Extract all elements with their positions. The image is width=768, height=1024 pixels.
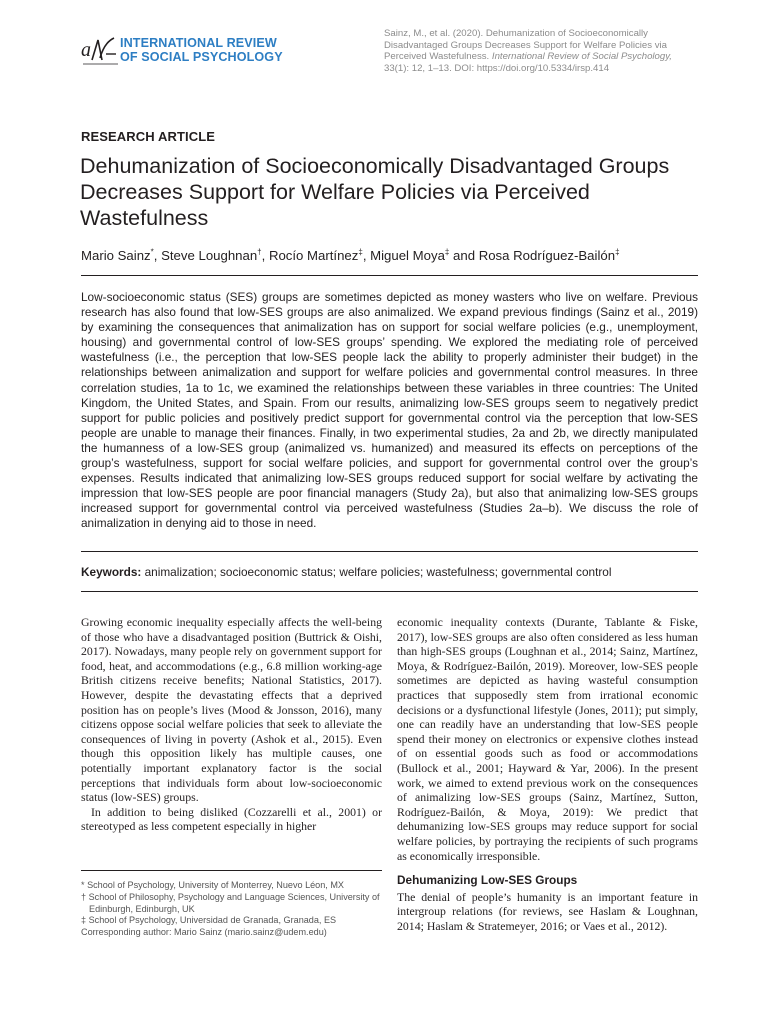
abstract: Low-socioeconomic status (SES) groups are sometimes depicted as money wasters who live on welfare. Previous research has also found that low-SES groups are also animalized. We expand previous findings (Sainz et al., 2019) by examining the consequences that animalization has on support for social welfare policies (e.g., unemployment, housing) and governmental control of low-SES groups’ spending. We explored the mediating role of perceived wastefulness (i.e., the perception that low-SES people lack the ability to properly administer their budget) in the relationships between animalization and support for welfare policies and governmental control measures. In three correlation studies, 1a to 1c, we examined the relationships between these variables in three countries: The United Kingdom, the United States, and Spain. From our results, animalizing low-SES groups seem to negatively predict support for public policies and positively predict support for governmental control via the perception that low-SES people are unable to manage their finances. Finally, in two experimental studies, 2a and 2b, we directly manipulated the humanness of a low-SES group (animalized vs. humanized) and measured its effects on perceptions of the group’s wastefulness, support for social welfare policies, and support for governmental control over the group’s expenses. Results indicated that animalizing low-SES groups reduced support for social welfare by activating the impression that low-SES people are poor financial managers (Study 2a), but also that animalizing low-SES groups increased support for governmental control via perceived wastefulness (Studies 2a–b). We discuss the role of animalization in denying aid to those in need. — [81, 290, 698, 531]
article-type: RESEARCH ARTICLE — [81, 129, 216, 144]
author-name: Miguel Moya — [370, 248, 445, 264]
author-affiliation-mark: * — [150, 248, 154, 257]
divider-keywords — [81, 591, 698, 592]
author-name: Steve Loughnan — [161, 248, 258, 264]
keywords — [81, 565, 698, 580]
journal-name-line-1: INTERNATIONAL REVIEW — [120, 36, 277, 50]
author-affiliation-mark: ‡ — [444, 248, 450, 257]
corresponding-author[interactable]: Corresponding author: Mario Sainz (mario.sainz@udem.edu) — [81, 927, 327, 938]
section-heading: Dehumanizing Low-SES Groups — [397, 873, 578, 888]
author-5 — [479, 248, 620, 263]
body-paragraph: In addition to being disliked (Cozzarelli et al., 2001) or stereotyped as less competent especially in higher — [81, 804, 382, 834]
divider-abstract — [81, 551, 698, 552]
author-4 — [370, 248, 479, 263]
author-name: Rocío Martínez — [268, 248, 359, 264]
author-1 — [81, 248, 161, 263]
author-separator: , — [153, 248, 162, 264]
body-paragraph: economic inequality contexts (Durante, Tablante & Fiske, 2017), low-SES groups are also often considered as less human than high-SES groups (Loughnan et al., 2014; Sainz, Martínez, Moya, & Rodríguez-Bailón, 2019). Moreover, low-SES people sometimes are depicted as having wasteful consumption practices that supposedly stem from irrational economic decisions or a dysfunctional lifestyle (Jones, 2011); put simply, one can readily have an understanding that low-SES people spend their money on electronics or expensive clothes instead of on essential goods such as food or accommodations (Bullock et al., 2001; Hayward & Yar, 2006). In the present work, we aimed to extend previous work on the consequences of animalizing low-SES groups (Sainz, Martínez, Sutton, Rodríguez-Bailón, & Moya, 2019): We predict that dehumanizing low-SES groups may reduce support for social welfare policies, by portraying the recipients of such programs as economically irresponsible. — [397, 615, 698, 863]
author-separator: , — [362, 248, 371, 264]
divider-top — [81, 275, 698, 276]
author-list — [81, 245, 701, 264]
body-paragraph: Growing economic inequality especially affects the well-being of those who have a disadvantaged position (Buttrick & Oishi, 2017). Nowadays, many people rely on government support for food, heat, and accommodations (e.g., 6.8 million working-age British citizens receive benefits; National Statistics, 2017). However, despite the devastating effects that a deprived position has on people’s lives (Mood & Jonsson, 2016), many citizens oppose social welfare policies that seek to alleviate the consequences of living in poverty (Ashok et al., 2015). Even though this opposition likely has multiple causes, one potentially important explanatory factor is the social perceptions that individuals form about low-socioeconomic status (low-SES) groups. — [81, 615, 382, 805]
author-affiliation-mark: † — [257, 248, 262, 257]
author-name: Mario Sainz — [81, 248, 151, 264]
irsp-logo-icon — [80, 34, 120, 68]
journal-name-line-2: OF SOCIAL PSYCHOLOGY — [120, 50, 283, 64]
journal-logo — [80, 34, 283, 68]
body-paragraph: The denial of people’s humanity is an important feature in intergroup relations (for reviews, see Haslam & Loughnan, 2014; Haslam & Stratemeyer, 2016; or Vaes et al., 2012). — [397, 889, 698, 933]
author-2 — [161, 248, 269, 263]
footnote-affiliation-2: † School of Philosophy, Psychology and Language Sciences, University of Edinburgh, Edinburgh, UK — [81, 891, 380, 914]
citation-doi[interactable]: 33(1): 12, 1–13. DOI: https://doi.org/10.5334/irsp.414 — [384, 62, 610, 74]
keywords-list: animalization; socioeconomic status; welfare policies; wastefulness; governmental control — [144, 565, 612, 579]
author-affiliation-mark: ‡ — [615, 248, 620, 257]
footnote-affiliation-3: ‡ School of Psychology, Universidad de Granada, Granada, ES — [81, 915, 337, 926]
footnote-affiliation-1: * School of Psychology, University of Monterrey, Nuevo Léon, MX — [81, 880, 344, 890]
body-column-right — [397, 615, 698, 933]
author-separator: , — [261, 248, 269, 264]
author-separator: and — [449, 248, 479, 264]
article-title: Dehumanization of Socioeconomically Disadvantaged Groups Decreases Support for Welfare Policies via Perceived Wastefulness — [80, 154, 670, 230]
divider-footnotes — [81, 870, 382, 871]
body-column-left — [81, 615, 382, 834]
journal-name — [120, 36, 283, 64]
footnotes — [81, 880, 382, 939]
author-name: Rosa Rodríguez-Bailón — [478, 248, 616, 264]
author-3 — [269, 248, 370, 263]
citation-text: Sainz, M., et al. (2020). Dehumanization of Socioeconomically Disadvantaged Groups Decreases Support for Welfare Policies via Perceived Wastefulness. — [384, 28, 667, 63]
keywords-label: Keywords: — [81, 565, 142, 579]
citation — [384, 28, 688, 74]
author-affiliation-mark: ‡ — [358, 248, 363, 257]
svg-text:a: a — [81, 39, 91, 61]
citation-journal: International Review of Social Psychology, — [491, 51, 672, 63]
